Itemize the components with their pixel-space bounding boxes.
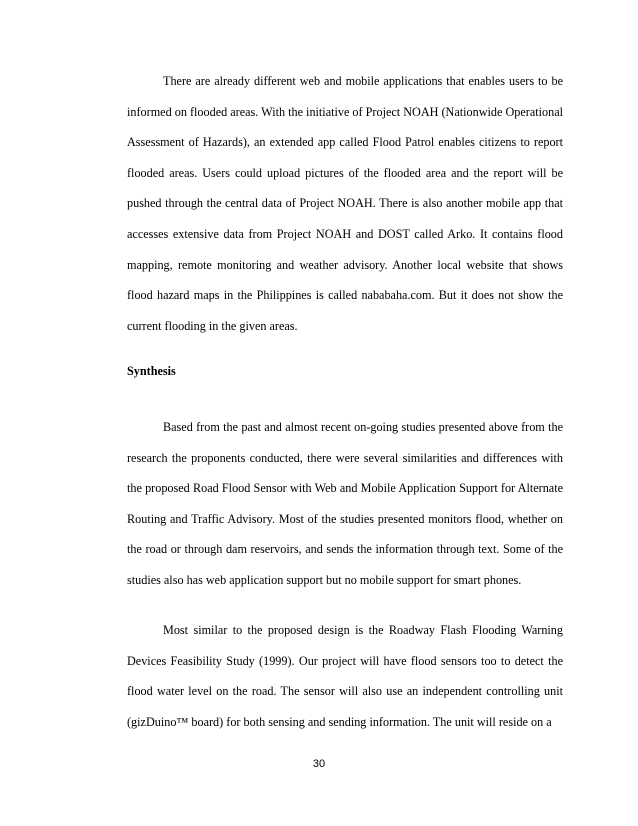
paragraph-related-apps: There are already different web and mobile applications that enables users to be informed on flooded areas. With the initiative of Project NOAH (Nationwide Operational Assessment of Hazards), an extended app called Flood Patrol enables citizens to report flooded areas. Users could upload pictures of the flooded area and the report will be pushed through the central data of Project NOAH. There is also another mobile app that accesses extensive data from Project NOAH and DOST called Arko. It contains flood mapping, remote monitoring and weather advisory. Another local website that shows flood hazard maps in the Philippines is called nababaha.com. But it does not show the current flooding in the given areas. bbox=[127, 74, 563, 333]
paragraph-synthesis: Based from the past and almost recent on-going studies presented above from the research the proponents conducted, there were several similarities and differences with the proposed Road Flood Sensor with Web and Mobile Application Support for Alternate Routing and Traffic Advisory. Most of the studies presented monitors flood, whether on the road or through dam reservoirs, and sends the information through text. Some of the studies also has web application support but no mobile support for smart phones. bbox=[127, 420, 563, 587]
page-number: 30 bbox=[312, 758, 326, 770]
section-heading-synthesis: Synthesis bbox=[127, 364, 176, 378]
paragraph-most-similar: Most similar to the proposed design is the Roadway Flash Flooding Warning Devices Feasibility Study (1999). Our project will have flood sensors too to detect the flood water level on the road. The sensor will also use an independent controlling unit (gizDuino™ board) for both sensing and sending information. The unit will reside on a bbox=[127, 623, 563, 729]
